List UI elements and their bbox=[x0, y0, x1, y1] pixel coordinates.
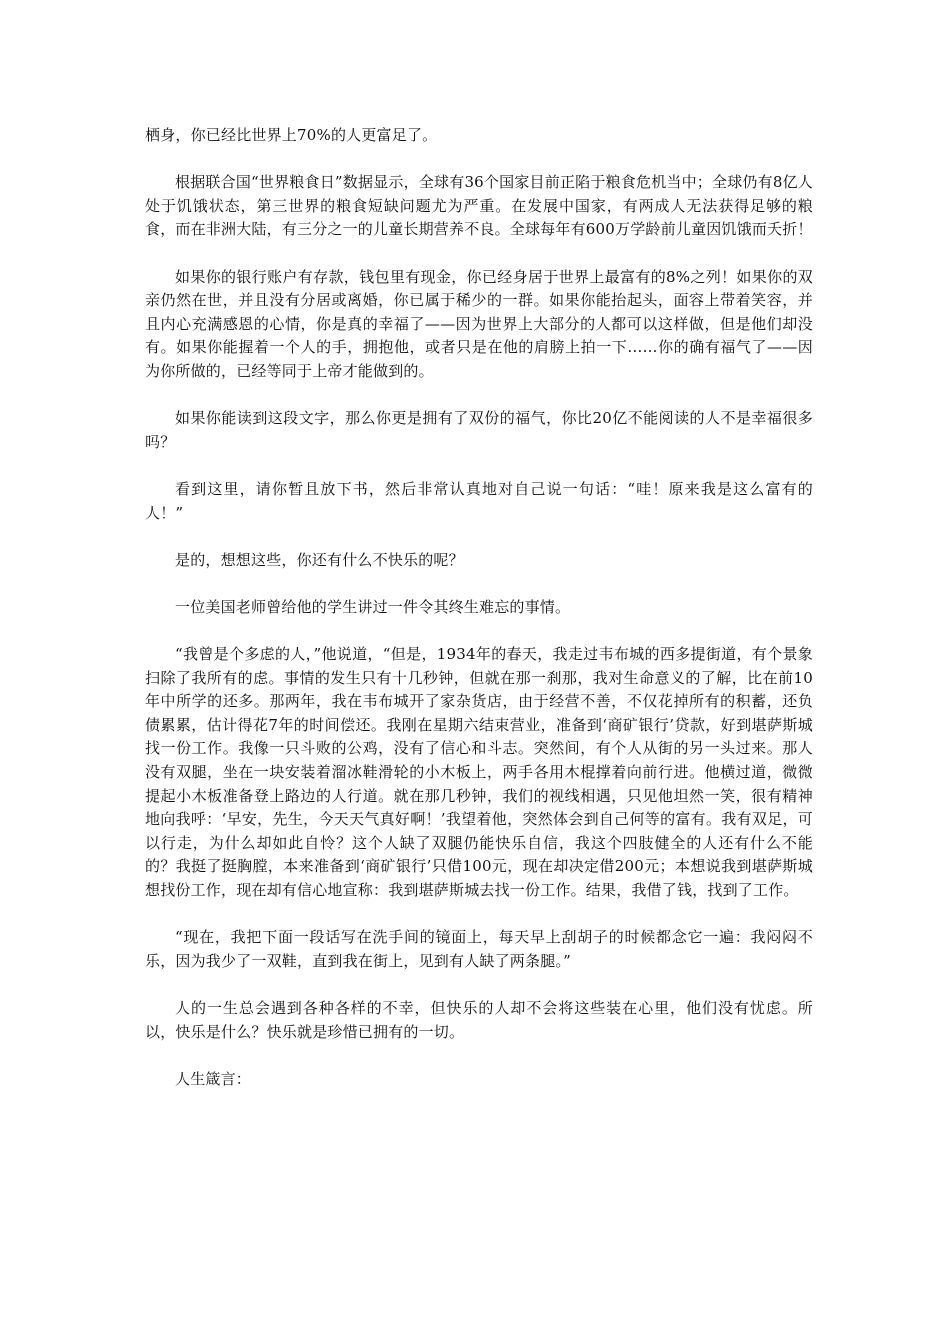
document-body bbox=[145, 124, 813, 1115]
paragraph: 看到这里，请你暂且放下书，然后非常认真地对自己说一句话：“哇！原来我是这么富有的人！” bbox=[145, 479, 813, 522]
paragraph: 如果你的银行账户有存款，钱包里有现金，你已经身居于世界上最富有的8%之列！如果你的双亲仍然在世，并且没有分居或离婚，你已属于稀少的一群。如果你能抬起头，面容上带着笑容，并且内心充满感恩的心情，你是真的幸福了——因为世界上大部分的人都可以这样做，但是他们却没有。如果你能握着一个人的手，拥抱他，或者只是在他的肩膀上拍一下……你的确有福气了——因为你所做的，已经等同于上帝才能做到的。 bbox=[145, 267, 813, 380]
paragraph: 人的一生总会遇到各种各样的不幸，但快乐的人却不会将这些装在心里，他们没有忧虑。所以，快乐是什么？快乐就是珍惜已拥有的一切。 bbox=[145, 998, 813, 1041]
paragraph: 人生箴言： bbox=[175, 1069, 252, 1088]
paragraph: 如果你能读到这段文字，那么你更是拥有了双份的福气，你比20亿不能阅读的人不是幸福很多吗？ bbox=[145, 409, 813, 451]
paragraph: 根据联合国“世界粮食日”数据显示，全球有36个国家目前正陷于粮食危机当中；全球仍有8亿人处于饥饿状态，第三世界的粮食短缺问题尤为严重。在发展中国家，有两成人无法获得足够的粮食，而在非洲大陆，有三分之一的儿童长期营养不良。全球每年有600万学龄前儿童因饥饿而夭折！ bbox=[145, 173, 813, 239]
paragraph: 栖身，你已经比世界上70%的人更富足了。 bbox=[145, 126, 438, 144]
paragraph: “我曾是个多虑的人，”他说道，“但是，1934年的春天，我走过韦布城的西多提街道，有个景象扫除了我所有的虑。事情的发生只有十几秒钟，但就在那一刹那，我对生命意义的了解，比在前10年中所学的还多。那两年，我在韦布城开了家杂货店，由于经营不善，不仅花掉所有的积蓄，还负债累累，估计得花7年的时间偿还。我刚在星期六结束营业，准备到‘商矿银行’贷款，好到堪萨斯城找一份工作。我像一只斗败的公鸡，没有了信心和斗志。突然间，有个人从街的另一头过来。那人没有双腿，坐在一块安装着溜冰鞋滑轮的小木板上，两手各用木棍撑着向前行进。他横过道，微微提起小木板准备登上路边的人行道。就在那几秒钟，我们的视线相遇，只见他坦然一笑，很有精神地向我呼：‘早安，先生，今天天气真好啊！’我望着他，突然体会到自己何等的富有。我有双足，可以行走，为什么却如此自怜？这个人缺了双腿仍能快乐自信，我这个四肢健全的人还有什么不能的？我挺了挺胸膛，本来准备到‘商矿银行’只借100元，现在却决定借200元；本想说我到堪萨斯城想找份工作，现在却有信心地宣称：我到堪萨斯城去找一份工作。结果，我借了钱，找到了工作。 bbox=[145, 645, 813, 899]
paragraph: 一位美国老师曾给他的学生讲过一件令其终生难忘的事情。 bbox=[175, 597, 571, 616]
paragraph: “现在，我把下面一段话写在洗手间的镜面上，每天早上刮胡子的时候都念它一遍：我闷闷不乐，因为我少了一双鞋，直到我在街上，见到有人缺了两条腿。” bbox=[145, 928, 813, 970]
paragraph: 是的，想想这些，你还有什么不快乐的呢？ bbox=[175, 550, 464, 569]
